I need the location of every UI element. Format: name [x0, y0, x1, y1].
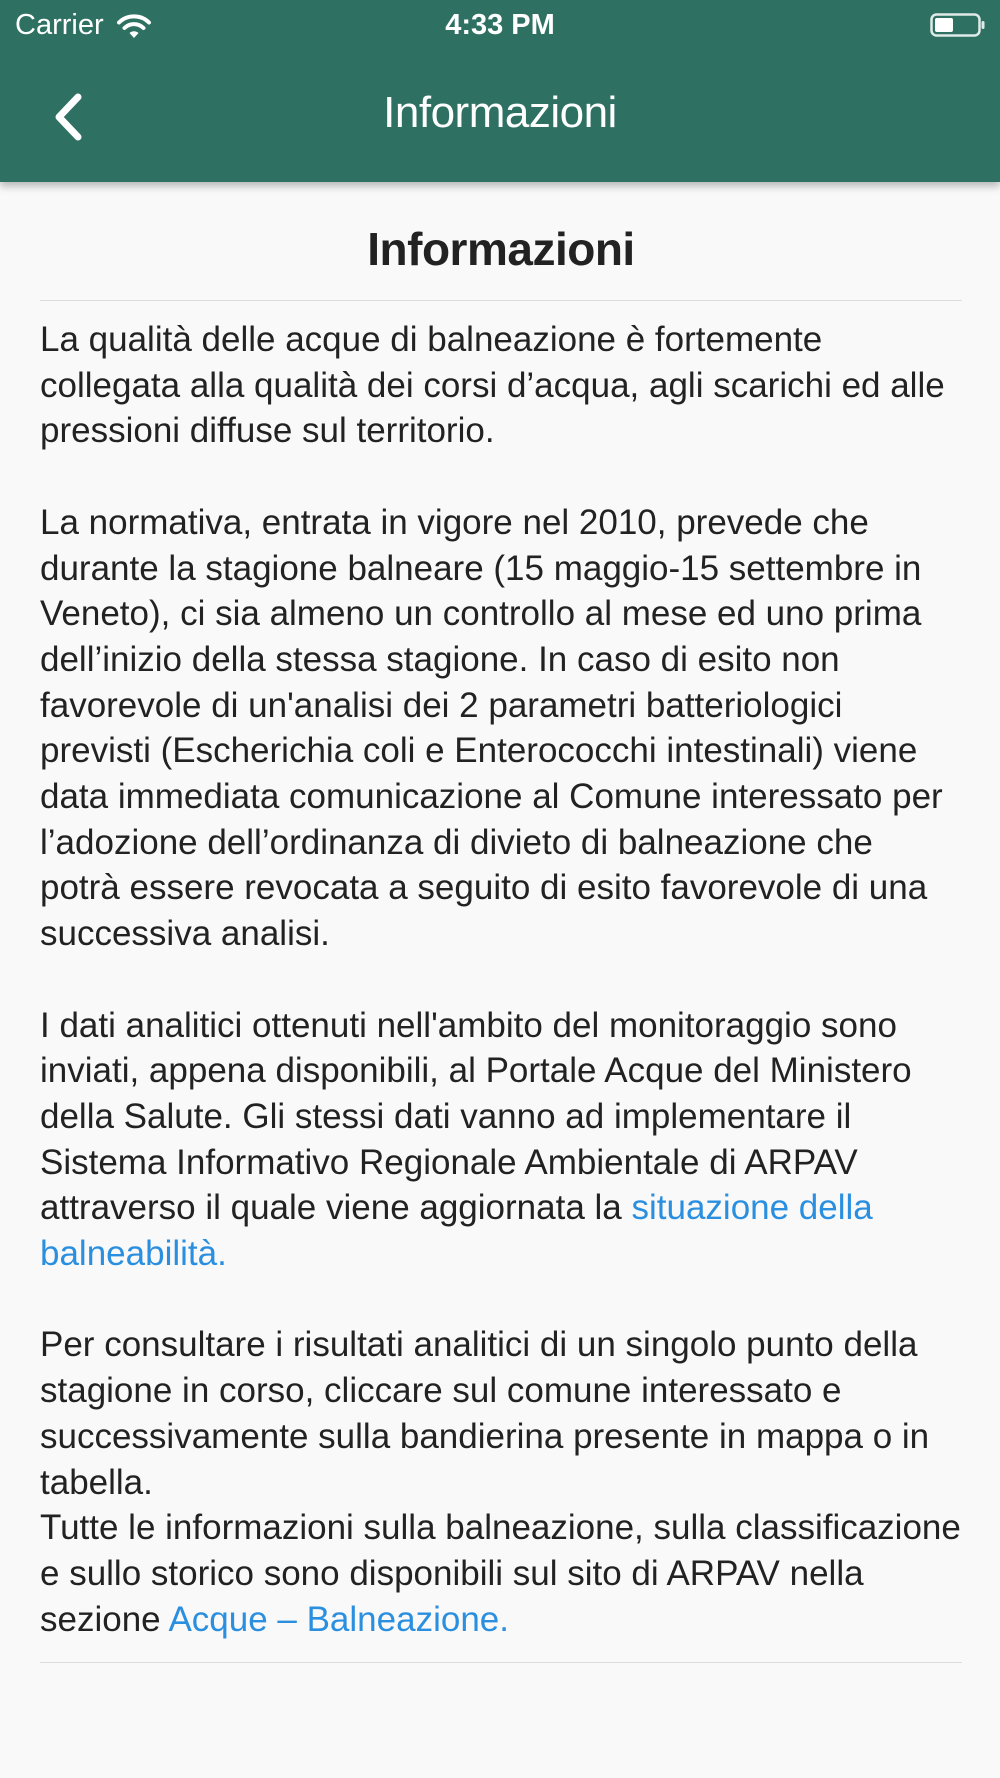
acque-balneazione-link[interactable]: Acque – Balneazione.: [168, 1599, 509, 1639]
info-content[interactable]: [40, 182, 971, 1663]
paragraph-consult: Per consultare i risultati analitici di un singolo punto della stagione in corso, cliccare sul comune interessato e successivamente sulla bandierina presente in mappa o in tabella.: [40, 1325, 939, 1502]
balneability-link[interactable]: situazione della balneabilità.: [40, 1188, 883, 1274]
paragraph-arpav: [40, 1505, 971, 1642]
paragraph-spacer: [40, 957, 962, 1003]
status-time: 4:33 PM: [445, 9, 555, 41]
paragraph-data: [40, 1003, 962, 1277]
paragraph-arpav-text: Tutte le informazioni sulla balneazione, sulla classificazione e sullo storico sono disponibili sul sito di ARPAV nella sezione: [40, 1508, 971, 1639]
battery-icon: [930, 13, 986, 37]
status-bar: [0, 0, 1000, 50]
paragraph-spacer: [40, 454, 962, 500]
paragraph-spacer: [40, 1277, 962, 1323]
section-divider: [40, 1662, 962, 1663]
heading-divider: [40, 300, 962, 301]
page-title: Informazioni: [367, 223, 635, 275]
carrier-label: Carrier: [15, 9, 104, 41]
paragraph-regulation: La normativa, entrata in vigore nel 2010, prevede che durante la stagione balneare (15 maggio-15 settembre in Veneto), ci sia almeno un controllo al mese ed uno prima dell’inizio della stessa stagione. In caso di esito non favorevole di un'analisi dei 2 parametri batteriologici previsti (Escherichia coli e Enterococchi intestinali) viene data immediata comunicazione al Comune interessato per l’adozione dell’ordinanza di divieto di balneazione che potrà essere revocata a seguito di esito favorevole di una successiva analisi.: [40, 502, 953, 954]
nav-bar: [0, 0, 1000, 182]
nav-title: Informazioni: [383, 88, 617, 137]
paragraph-water-quality: La qualità delle acque di balneazione è fortemente collegata alla qualità dei corsi d’acqua, agli scarichi ed alle pressioni diffuse sul territorio.: [40, 320, 955, 451]
paragraph-data-text: I dati analitici ottenuti nell'ambito del monitoraggio sono inviati, appena disponibili, al Portale Acque del Ministero della Salute. Gli stessi dati vanno ad implementare il Sistema Informativo Regionale Ambientale di ARPAV attraverso il quale viene aggiornata la: [40, 1005, 922, 1228]
